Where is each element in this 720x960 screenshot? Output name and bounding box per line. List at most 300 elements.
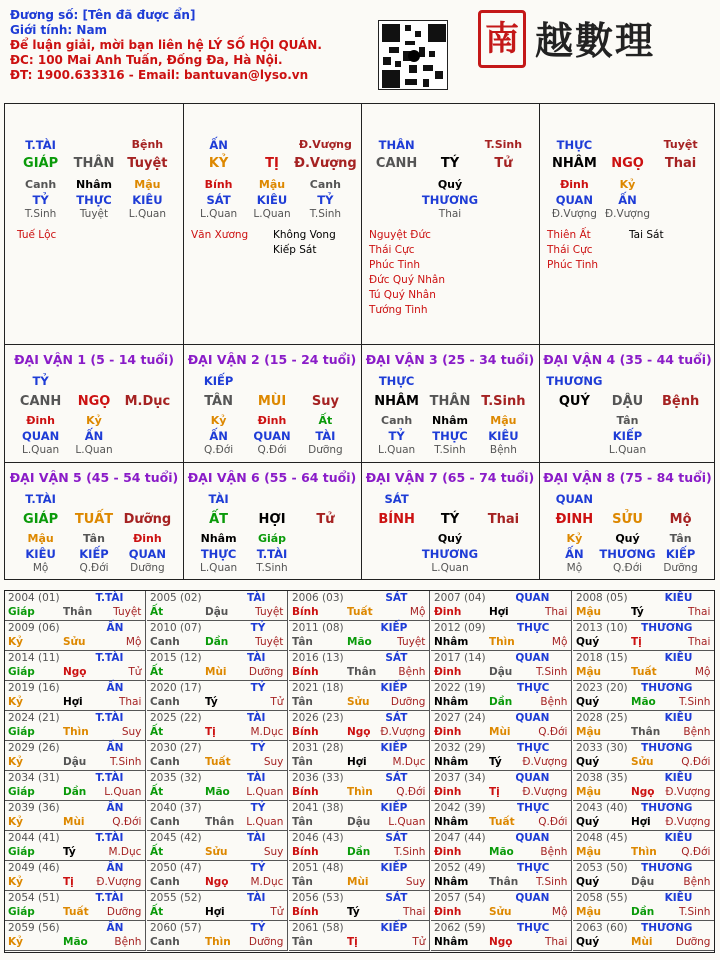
year-state: Đ.Vượng [522,786,568,798]
year-state: Bệnh [540,846,568,858]
year-label: 2033 (30) [576,742,628,754]
dai-van-main: NHÂM [374,394,419,409]
year-branch: Thìn [347,786,373,798]
year-state: Thai [687,636,711,648]
year-branch: Dậu [489,666,513,678]
gender: Giới tính: Nam [10,23,108,37]
year-cell [573,921,714,951]
dai-van-stem: Đinh [133,532,162,545]
palace-state: Tuyệt [79,208,109,220]
year-cell [573,681,714,711]
dai-van-title: ĐẠI VẬN 6 (55 - 64 tuổi) [187,470,357,485]
year-label: 2029 (26) [8,742,60,754]
year-cell [431,891,572,921]
year-stem: Giáp [8,606,35,618]
year-stem: Tân [292,696,313,708]
year-cell [147,771,288,801]
dai-van-main: NGỌ [77,394,111,409]
year-god: ẤN [106,862,124,874]
header-info [10,8,370,83]
year-god: T.TÀI [95,592,124,604]
year-god: SÁT [385,592,408,604]
dai-van-god-row: QUAN [253,429,291,443]
dai-van-cell [361,344,539,462]
year-god: KIẾP [380,622,408,634]
year-branch: Tý [631,606,644,618]
dai-van-state: Mộ [32,562,49,574]
dai-van-main: ĐINH [555,512,594,527]
palace-state: Thai [438,208,462,220]
dai-van-god: SÁT [384,492,409,506]
dai-van-main: T.Sinh [481,394,526,409]
year-stem: Kỷ [8,876,23,888]
palace-top-state: Đ.Vượng [298,138,352,151]
year-branch: Mùi [63,816,85,828]
year-branch: Dần [347,846,371,858]
year-state: Suy [263,756,284,768]
year-god: KIÊU [664,772,693,784]
year-branch: Tị [347,936,358,948]
year-branch: Thân [489,876,519,888]
year-god: QUAN [515,652,550,664]
year-cell [147,711,288,741]
dai-van-main: Tử [316,512,335,527]
year-god: TÀI [247,712,266,724]
year-god: ẤN [106,922,124,934]
year-state: Mộ [409,606,426,618]
year-cell [573,861,714,891]
year-branch: Thìn [63,726,89,738]
year-stem: Tân [292,636,313,648]
year-god: THỰC [516,802,550,814]
dai-van-god-row: THƯƠNG [421,547,479,561]
year-stem: Đinh [434,786,462,798]
year-label: 2036 (33) [292,772,344,784]
year-cell [5,771,146,801]
year-label: 2016 (13) [292,652,344,664]
year-branch: Sửu [205,846,228,858]
year-god: SÁT [385,652,408,664]
year-stem: Bính [292,906,319,918]
year-state: Tuyệt [255,606,284,618]
palace-star: Tú Quý Nhân [369,289,436,301]
year-stem: Quý [576,876,600,888]
year-label: 2012 (09) [434,622,486,634]
dai-van-main: Bệnh [661,394,700,409]
year-label: 2006 (03) [292,592,344,604]
dai-van-main: SỬU [612,512,643,527]
palace-stem: Mậu [258,178,286,191]
palace-top-state: Bệnh [131,138,164,151]
palace-state: L.Quan [199,208,238,220]
dai-van-state: L.Quan [199,562,238,574]
palace-god: QUAN [555,193,594,207]
year-branch: Hợi [631,816,651,828]
year-stem: Kỷ [8,936,23,948]
year-branch: Sửu [63,636,86,648]
year-state: Tuyệt [397,636,426,648]
year-state: Đ.Vượng [665,816,711,828]
palace-cell [539,104,716,344]
address: ĐC: 100 Mai Anh Tuấn, Đống Đa, Hà Nội. [10,53,283,67]
year-label: 2007 (04) [434,592,486,604]
dai-van-cell [5,344,183,462]
dai-van-state: Bệnh [489,444,517,456]
dai-van-stem: Tân [616,414,639,427]
year-label: 2039 (36) [8,802,60,814]
year-cell [289,771,430,801]
year-cell [289,711,430,741]
year-branch: Dậu [347,816,371,828]
year-stem: Canh [150,636,180,648]
dai-van-god-row: THƯƠNG [599,547,656,561]
year-branch: Thìn [205,936,231,948]
year-state: T.Sinh [535,666,568,678]
year-branch: Ngọ [347,726,371,738]
dai-van-stem: Giáp [257,532,287,545]
year-label: 2049 (46) [8,862,60,874]
year-label: 2051 (48) [292,862,344,874]
year-branch: Sửu [489,906,512,918]
year-label: 2024 (21) [8,712,60,724]
year-cell [289,861,430,891]
year-branch: Dần [631,906,655,918]
dai-van-god-row: KIẾP [665,547,696,561]
year-state: Đ.Vượng [380,726,426,738]
year-state: Mộ [125,636,142,648]
year-cell [431,771,572,801]
year-state: Bệnh [398,666,426,678]
year-cell [5,921,146,951]
palace-stem: Nhâm [76,178,112,191]
year-label: 2040 (37) [150,802,202,814]
palace-stem: Canh [309,178,341,191]
year-label: 2048 (45) [576,832,628,844]
palace-stem: Đinh [560,178,589,191]
year-cell [289,651,430,681]
year-stem: Canh [150,696,180,708]
year-stem: Kỷ [8,816,23,828]
year-branch: Mão [205,786,230,798]
year-god: KIÊU [664,892,693,904]
palace-main: Tử [494,156,513,171]
year-cell [431,621,572,651]
year-stem: Quý [576,756,600,768]
year-state: T.Sinh [678,696,711,708]
dai-van-stem: Tân [83,532,105,545]
year-state: Tử [270,696,284,708]
year-stem: Đinh [434,906,462,918]
dai-van-main: CANH [19,394,62,409]
year-cell [431,921,572,951]
year-stem: Giáp [8,906,35,918]
year-label: 2027 (24) [434,712,486,724]
year-stem: Ất [150,906,164,918]
year-branch: Dậu [205,606,229,618]
year-god: TỶ [250,802,266,814]
year-stem: Giáp [8,846,35,858]
year-branch: Dần [63,786,87,798]
year-label: 2042 (39) [434,802,486,814]
year-cell [289,891,430,921]
year-stem: Canh [150,816,180,828]
palace-star: Phúc Tinh [547,259,599,271]
dai-van-god-row: TỶ [388,429,405,443]
dai-van-cell [361,462,539,580]
year-state: Dưỡng [675,936,711,948]
palace-state: Đ.Vượng [604,208,651,220]
year-label: 2008 (05) [576,592,628,604]
qr-code-icon[interactable] [378,20,448,90]
dai-van-stem: Nhâm [432,414,468,427]
dai-van-stem: Kỷ [86,414,102,427]
year-cell [147,801,288,831]
year-cell [5,681,146,711]
year-god: QUAN [515,712,550,724]
year-state: Thai [544,606,568,618]
dai-van-title: ĐẠI VẬN 3 (25 - 34 tuổi) [365,352,535,367]
dai-van-state: L.Quan [377,444,416,456]
year-cell [289,831,430,861]
palace-state: T.Sinh [24,208,57,220]
year-branch: Ngọ [63,666,87,678]
year-cell [289,921,430,951]
year-stem: Ất [150,666,164,678]
dai-van-main: Dưỡng [123,512,172,527]
dai-van-god-row: KIẾP [79,547,109,561]
year-god: T.TÀI [95,712,124,724]
year-god: KIÊU [664,712,693,724]
year-branch: Mão [631,696,656,708]
year-branch: Thân [347,666,377,678]
year-god: KIẾP [380,682,408,694]
year-branch: Mùi [347,876,369,888]
palace-main: Đ.Vượng [294,156,357,171]
year-stem: Canh [150,756,180,768]
dai-van-stem: Ất [318,414,333,427]
dai-van-god-row: KIÊU [25,547,56,561]
year-stem: Nhâm [434,696,469,708]
year-god: ẤN [106,682,124,694]
year-state: M.Dục [392,756,426,768]
year-state: Bệnh [540,696,568,708]
year-cell [573,621,714,651]
year-stem: Giáp [8,726,35,738]
year-label: 2017 (14) [434,652,486,664]
year-stem: Quý [576,936,600,948]
year-state: Tử [128,666,142,678]
year-cell [573,831,714,861]
year-stem: Nhâm [434,816,469,828]
year-state: Dưỡng [106,906,142,918]
dai-van-main: TUẤT [74,512,114,527]
year-branch: Mão [63,936,88,948]
year-cell [431,681,572,711]
year-state: T.Sinh [678,906,711,918]
dai-van-state: Q.Đới [257,444,287,456]
palace-star: Nguyệt Đức [369,229,431,241]
year-cell [147,591,288,621]
year-state: Tuyệt [113,606,142,618]
year-god: KIẾP [380,862,408,874]
palace-god: THƯƠNG [421,193,479,207]
dai-van-god: T.TÀI [25,492,56,506]
palace-god: SÁT [206,193,231,207]
year-stem: Mậu [576,786,602,798]
year-god: TỶ [250,742,266,754]
year-stem: Đinh [434,606,462,618]
year-state: Mộ [551,636,568,648]
year-stem: Mậu [576,726,602,738]
contact-line: Để luận giải, mời bạn liên hệ LÝ SỐ HỘI QUÁN. [10,38,322,52]
dai-van-stem: Mậu [27,532,54,545]
dai-van-god-row: ẤN [209,429,228,443]
dai-van-title: ĐẠI VẬN 8 (75 - 84 tuổi) [543,470,712,485]
year-stem: Ất [150,606,164,618]
year-state: Suy [121,726,142,738]
year-stem: Bính [292,786,319,798]
year-god: SÁT [385,772,408,784]
dai-van-cell [183,344,361,462]
dai-van-god-row: THỰC [432,429,468,443]
year-god: SÁT [385,832,408,844]
year-stem: Đinh [434,666,462,678]
year-label: 2055 (52) [150,892,202,904]
year-state: Tử [412,936,426,948]
year-stem: Giáp [8,666,35,678]
dai-van-state: Dưỡng [308,444,343,456]
palace-top-state: T.Sinh [484,138,523,151]
year-state: Thai [687,606,711,618]
year-state: M.Dục [250,876,284,888]
year-state: Suy [263,846,284,858]
palace-god: KIÊU [132,193,163,207]
year-branch: Mão [347,636,372,648]
dai-van-stem: Kỷ [210,414,227,427]
year-god: SÁT [385,712,408,724]
dai-van-cell [5,462,183,580]
year-stem: Đinh [434,846,462,858]
dai-van-stem: Tân [669,532,692,545]
year-branch: Ngọ [631,786,655,798]
year-cell [431,651,572,681]
dai-van-state: L.Quan [75,444,113,456]
year-cell [289,621,430,651]
dai-van-main: MÙI [257,394,287,409]
year-label: 2038 (35) [576,772,628,784]
dai-van-god: THỰC [378,374,415,388]
year-god: KIẾP [380,922,408,934]
year-state: Suy [405,876,426,888]
palace-main: Tuyệt [127,156,168,171]
year-god: TÀI [247,832,266,844]
palace-state: T.Sinh [309,208,342,220]
year-branch: Tý [205,696,218,708]
year-state: Q.Đới [681,846,711,858]
year-label: 2057 (54) [434,892,486,904]
palace-star: Tướng Tinh [369,304,428,316]
year-state: L.Quan [388,816,426,828]
year-god: THƯƠNG [641,622,693,634]
year-label: 2053 (50) [576,862,628,874]
year-branch: Thìn [631,846,657,858]
year-stem: Nhâm [434,636,469,648]
year-label: 2004 (01) [8,592,60,604]
year-state: Q.Đới [396,786,426,798]
owner-name: Đương số: [Tên đã được ẩn] [10,8,196,22]
year-stem: Đinh [434,726,462,738]
palace-star: Kiếp Sát [273,244,317,256]
phone-email: ĐT: 1900.633316 - Email: bantuvan@lyso.vn [10,68,309,82]
year-stem: Tân [292,936,313,948]
year-label: 2060 (57) [150,922,202,934]
dai-van-cell [183,462,361,580]
year-god: KIÊU [664,592,693,604]
dai-van-god-row: T.TÀI [256,547,288,561]
year-god: QUAN [515,772,550,784]
year-god: THƯƠNG [641,802,693,814]
year-state: Q.Đới [681,756,711,768]
palace-star: Văn Xương [191,229,249,241]
dai-van-main: Suy [311,394,339,409]
dai-van-state: Dưỡng [663,562,698,574]
palace-god: TỶ [317,193,334,207]
dai-van-main: QUÝ [558,394,590,409]
palace-star: Thái Cực [547,244,593,256]
dai-van-title: ĐẠI VẬN 4 (35 - 44 tuổi) [543,352,712,367]
year-cell [147,831,288,861]
dai-van-cell [539,462,716,580]
palace-star: Tai Sát [629,229,664,241]
year-label: 2023 (20) [576,682,628,694]
dai-van-stem: Đinh [257,414,287,427]
palace-main: TÝ [440,156,460,171]
dai-van-god: QUAN [555,492,594,506]
year-cell [289,741,430,771]
year-label: 2019 (16) [8,682,60,694]
year-branch: Dần [489,696,513,708]
year-god: ẤN [106,622,124,634]
year-cell [573,711,714,741]
dai-van-stem: Quý [615,532,640,545]
dai-van-god-row: KIÊU [488,429,519,443]
year-cell [431,831,572,861]
palace-main: KỶ [208,156,229,171]
dai-van-main: Mộ [669,512,692,527]
year-state: Đ.Vượng [665,786,711,798]
year-cell [289,681,430,711]
year-stem: Ất [150,726,164,738]
year-branch: Hợi [63,696,83,708]
dai-van-stem: Đinh [26,414,55,427]
year-label: 2009 (06) [8,622,60,634]
year-label: 2037 (34) [434,772,486,784]
year-label: 2047 (44) [434,832,486,844]
year-god: THỰC [516,922,550,934]
year-god: T.TÀI [95,652,124,664]
year-stem: Quý [576,816,600,828]
year-state: L.Quan [246,816,284,828]
year-state: T.Sinh [109,756,142,768]
year-state: Dưỡng [248,936,284,948]
year-label: 2035 (32) [150,772,202,784]
year-god: TỶ [250,862,266,874]
year-god: THỰC [516,682,550,694]
palace-god: TỶ [32,193,49,207]
dai-van-title: ĐẠI VẬN 5 (45 - 54 tuổi) [9,470,179,485]
year-stem: Bính [292,726,319,738]
year-branch: Hợi [205,906,225,918]
